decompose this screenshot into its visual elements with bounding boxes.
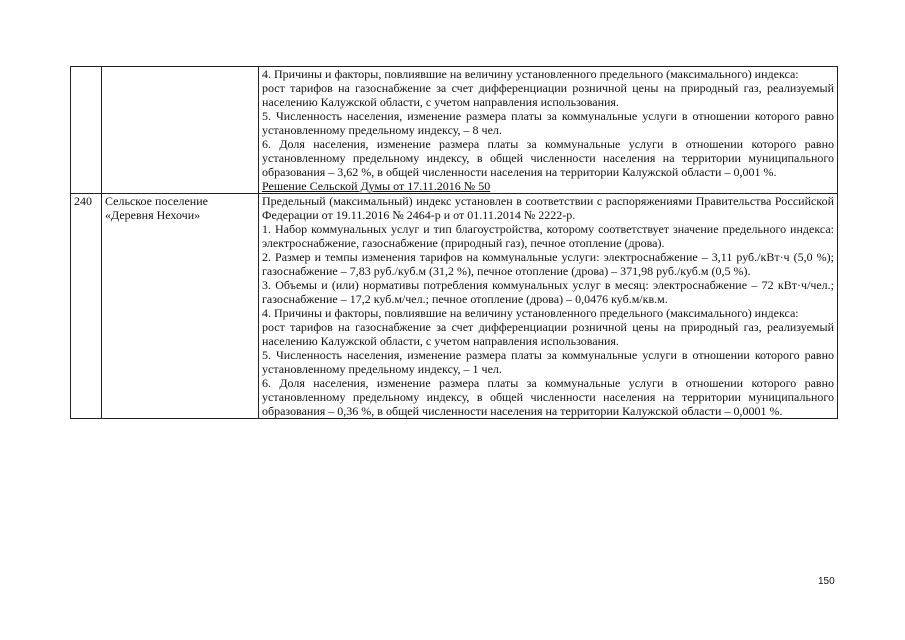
paragraph-population: 5. Численность населения, изменение размера платы за коммунальные услуги в отношении которого равно установленному предельному индексу, – 8 чел.	[262, 109, 834, 137]
paragraph-population: 5. Численность населения, изменение размера платы за коммунальные услуги в отношении которого равно установленному предельному индексу, – 1 чел.	[262, 348, 834, 376]
paragraph-consumption: 3. Объемы и (или) нормативы потребления коммунальных услуг в месяц: электроснабжение – 72 кВт·ч/чел.; газоснабжение – 17,2 куб.м/чел.; печное отопление (дрова) – 0,0476 куб.м/кв.м.	[262, 278, 834, 306]
paragraph-population-share: 6. Доля населения, изменение размера платы за коммунальные услуги в отношении которого равно установленному предельному индексу, в общей численности населения на территории муниципального образования – 0,36 %, в общей численности населения на территории Калужской области – 0,0001 %.	[262, 376, 834, 418]
row-content-cell	[259, 67, 838, 194]
page-number: 150	[818, 576, 835, 587]
paragraph-population-share: 6. Доля населения, изменение размера платы за коммунальные услуги в отношении которого равно установленному предельному индексу, в общей численности населения на территории муниципального образования – 3,62 %, в общей численности населения на территории Калужской области – 0,001 %.	[262, 137, 834, 179]
municipality-name-cell	[102, 67, 259, 194]
municipality-name-cell: Сельское поселение «Деревня Нехочи»	[102, 194, 259, 419]
paragraph-tariffs: 2. Размер и темпы изменения тарифов на коммунальные услуги: электроснабжение – 3,11 руб./кВт·ч (5,0 %); газоснабжение – 7,83 руб./куб.м (31,2 %), печное отопление (дрова) – 371,98 руб./куб.м (0,5 %).	[262, 250, 834, 278]
paragraph-factors-heading: 4. Причины и факторы, повлиявшие на величину установленного предельного (максимального) индекса:	[262, 67, 799, 81]
row-content-cell	[259, 194, 838, 419]
paragraph-factors-text: рост тарифов на газоснабжение за счет дифференциации розничной цены на природный газ, реализуемый населению Калужской области, с учетом направления использования.	[262, 320, 834, 348]
table-row	[71, 67, 838, 194]
paragraph-services-set: 1. Набор коммунальных услуг и тип благоустройства, которому соответствует значение предельного индекса: электроснабжение, газоснабжение (природный газ), печное отопление (дрова).	[262, 222, 834, 250]
row-number-cell	[71, 67, 102, 194]
indices-table	[70, 66, 838, 419]
paragraph-basis: Предельный (максимальный) индекс установлен в соответствии с распоряжениями Правительства Российской Федерации от 19.11.2016 № 2464-р и от 01.11.2014 № 2222-р.	[262, 194, 834, 222]
paragraph-factors-heading: 4. Причины и факторы, повлиявшие на величину установленного предельного (максимального) индекса:	[262, 306, 799, 320]
paragraph-factors-text: рост тарифов на газоснабжение за счет дифференциации розничной цены на природный газ, реализуемый населению Калужской области, с учетом направления использования.	[262, 81, 834, 109]
table-row	[71, 194, 838, 419]
paragraph-decision: Решение Сельской Думы от 17.11.2016 № 50	[262, 179, 491, 193]
row-number-cell: 240	[71, 194, 102, 419]
